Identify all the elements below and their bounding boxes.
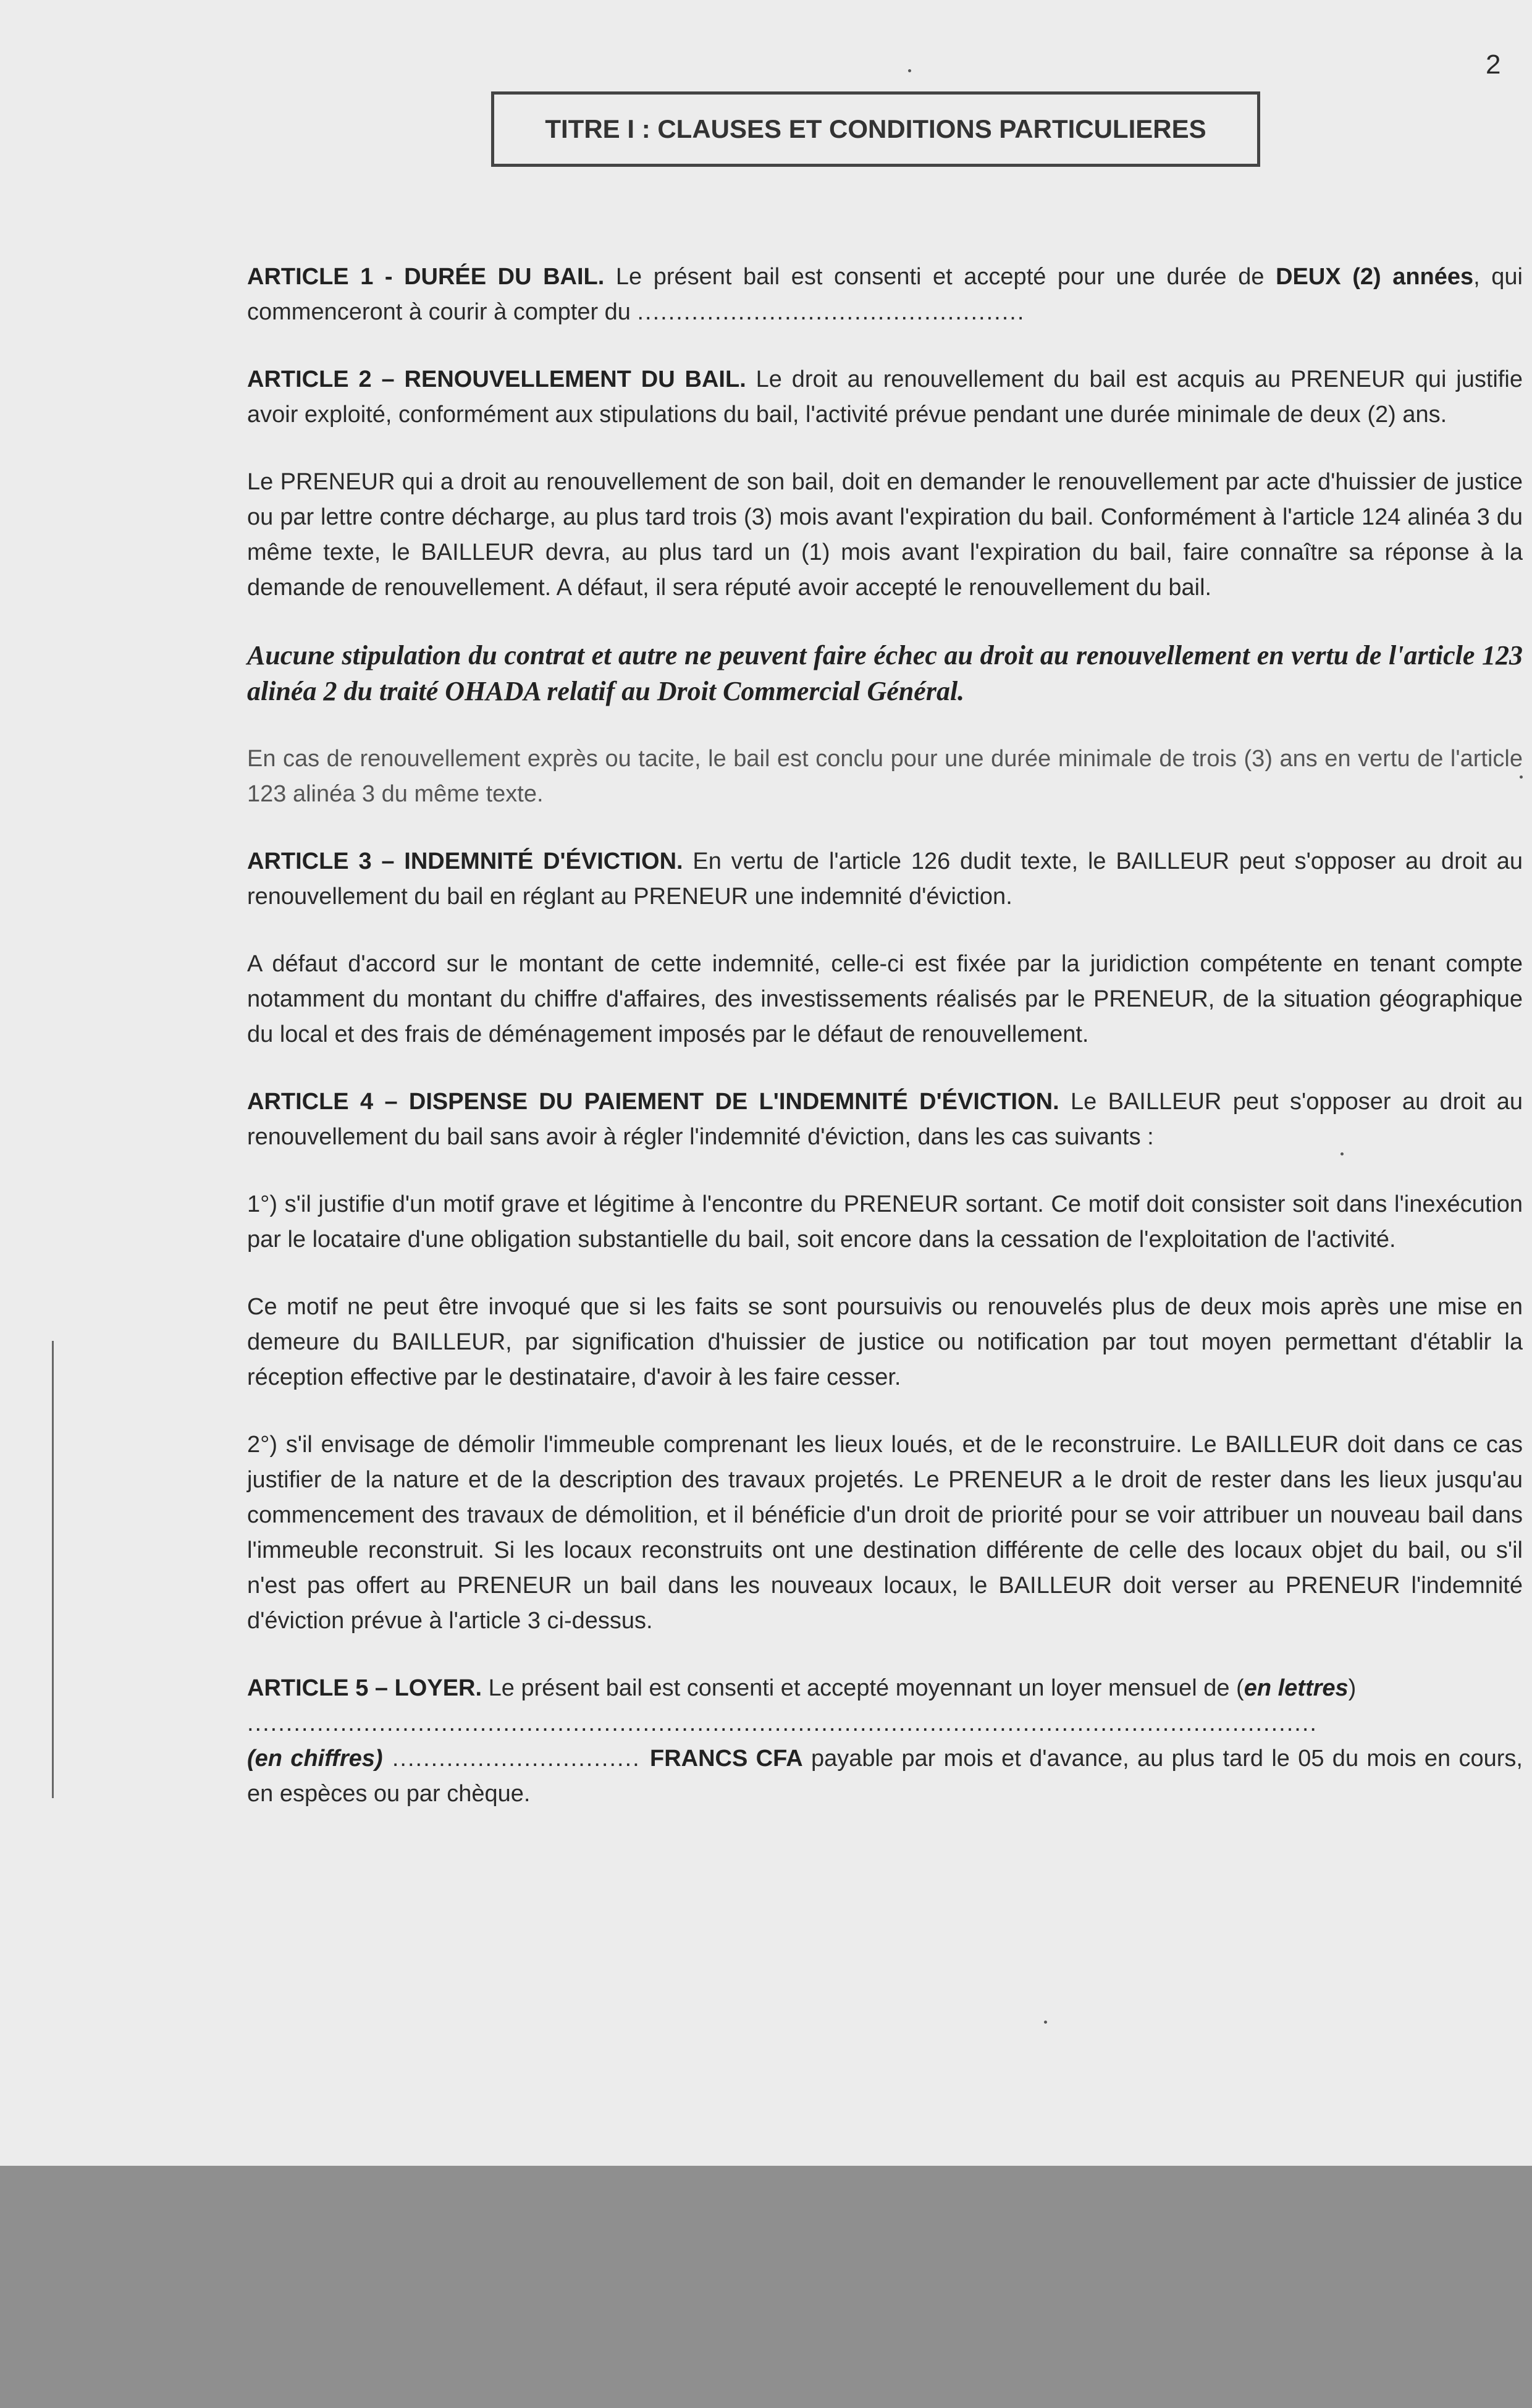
article-2-p4: En cas de renouvellement exprès ou tacite, le bail est conclu pour une durée minimale de trois (3) ans en vertu de l'article 123 alinéa 3 du même texte. — [247, 746, 1523, 807]
article-5-heading: ARTICLE 5 – LOYER. — [247, 1675, 482, 1701]
scan-speck — [1340, 1152, 1344, 1155]
article-5 — [247, 1671, 1523, 1812]
scan-speck — [1520, 775, 1523, 779]
article-2-p2: Le PRENEUR qui a droit au renouvellement de son bail, doit en demander le renouvellement par acte d'huissier de justice ou par lettre contre décharge, au plus tard trois (3) mois avant l'expiration du bail. Conformément à l'article 124 alinéa 3 du même texte, le BAILLEUR devra, au plus tard un (1) mois avant l'expiration du bail, faire connaître sa réponse à la demande de renouvellement. A défaut, il sera réputé avoir accepté le renouvellement du bail. — [247, 469, 1523, 601]
page-title: TITRE I : CLAUSES ET CONDITIONS PARTICULIERES — [491, 91, 1260, 167]
article-3-p1 — [247, 844, 1523, 915]
scanner-background — [0, 2166, 1532, 2408]
document-body — [247, 260, 1523, 1844]
article-1-text-b: , qui commenceront à courir à compter du — [247, 264, 1523, 325]
article-2-heading: ARTICLE 2 – RENOUVELLEMENT DU BAIL. — [247, 366, 746, 392]
article-2-p1 — [247, 362, 1523, 433]
margin-line — [52, 1341, 54, 1798]
article-5-text-c: payable par mois et d'avance, au plus tard le 05 du mois en cours, en espèces ou par chèque. — [247, 1746, 1523, 1807]
article-2-text-1: Le droit au renouvellement du bail est acquis au PRENEUR qui justifie avoir exploité, conformément aux stipulations du bail, l'activité prévue pendant une durée minimale de deux (2) ans. — [247, 366, 1523, 428]
article-2-italic-clause: Aucune stipulation du contrat et autre ne peuvent faire échec au droit au renouvellement en vertu de l'article 123 alinéa 2 du traité OHADA relatif au Droit Commercial Général. — [247, 640, 1523, 706]
article-1-heading: ARTICLE 1 - DURÉE DU BAIL. — [247, 264, 605, 290]
article-4-p3: Ce motif ne peut être invoqué que si les faits se sont poursuivis ou renouvelés plus de deux mois après une mise en demeure du BAILLEUR, par signification d'huissier de justice ou notification par tout moyen permettant d'établir la réception effective par le destinataire, d'avoir à les faire cesser. — [247, 1294, 1523, 1390]
article-1: ARTICLE 1 - DURÉE DU BAIL. Le présent bail est consenti et accepté pour une durée de DEUX (2) années, qui commenceront à courir à compter du .................................................. — [247, 264, 1523, 325]
scan-speck — [908, 69, 911, 72]
article-4-p2: 1°) s'il justifie d'un motif grave et légitime à l'encontre du PRENEUR sortant. Ce motif doit consister soit dans l'inexécution par le locataire d'une obligation substantielle du bail, soit encore dans la cessation de l'exploitation de l'activité. — [247, 1191, 1523, 1253]
article-3-text-1: En vertu de l'article 126 dudit texte, le BAILLEUR peut s'opposer au droit au renouvellement du bail en réglant au PRENEUR une indemnité d'éviction. — [247, 848, 1523, 910]
article-4-p4: 2°) s'il envisage de démolir l'immeuble comprenant les lieux loués, et de le reconstruire. Le BAILLEUR doit dans ce cas justifier de la nature et de la description des travaux projetés. Le PRENEUR a le droit de rester dans les lieux jusqu'au commencement des travaux de démolition, et il bénéficie d'un droit de priorité pour se voir attribuer un nouveau bail dans l'immeuble reconstruit. Si les locaux reconstruits ont une destination différente de celle des locaux objet du bail, ou s'il n'est pas offert au PRENEUR un bail dans les nouveaux locaux, le BAILLEUR doit verser au PRENEUR l'indemnité d'éviction prévue à l'article 3 ci-dessus. — [247, 1432, 1523, 1634]
article-5-en-lettres: en lettres — [1244, 1675, 1349, 1701]
article-5-dotted-line: .......................................................................................................................................... — [247, 1710, 1318, 1736]
article-5-text-a: Le présent bail est consenti et accepté moyennant un loyer mensuel de ( — [482, 1675, 1244, 1701]
article-4-p1 — [247, 1084, 1523, 1155]
article-1-duration: DEUX (2) années — [1276, 264, 1474, 290]
article-5-blank-amount: ................................ — [382, 1746, 650, 1772]
scan-speck — [1044, 2021, 1047, 2024]
article-1-blank: ................................................. — [637, 299, 1017, 325]
article-5-text-b: ) — [1348, 1675, 1357, 1701]
article-4-heading: ARTICLE 4 – DISPENSE DU PAIEMENT DE L'INDEMNITÉ D'ÉVICTION. — [247, 1089, 1059, 1115]
article-1-text-a: Le présent bail est consenti et accepté pour une durée de — [604, 264, 1276, 290]
page-number: 2 — [1486, 49, 1501, 80]
article-5-currency: FRANCS CFA — [650, 1746, 803, 1772]
article-5-en-chiffres: (en chiffres) — [247, 1746, 383, 1772]
article-3-heading: ARTICLE 3 – INDEMNITÉ D'ÉVICTION. — [247, 848, 683, 874]
article-3-p2: A défaut d'accord sur le montant de cette indemnité, celle-ci est fixée par la juridiction compétente en tenant compte notamment du montant du chiffre d'affaires, des investissements réalisés par le PRENEUR, de la situation géographique du local et des frais de déménagement imposés par le défaut de renouvellement. — [247, 951, 1523, 1047]
article-4-text-1: Le BAILLEUR peut s'opposer au droit au renouvellement du bail sans avoir à régler l'indemnité d'éviction, dans les cas suivants : — [247, 1089, 1523, 1150]
